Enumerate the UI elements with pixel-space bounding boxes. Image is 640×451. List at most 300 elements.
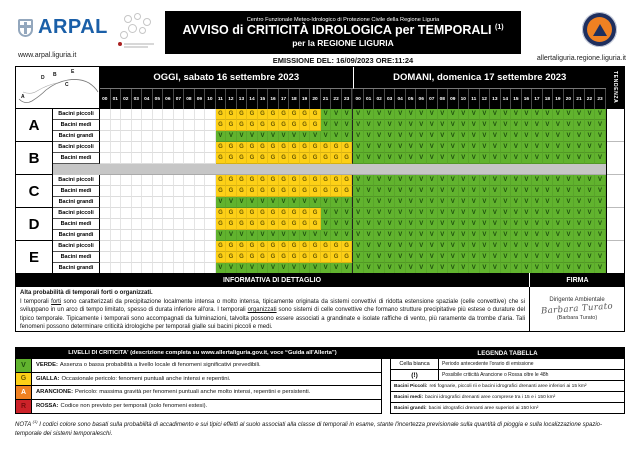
grid-cell-V: V bbox=[480, 230, 491, 241]
zone-rows bbox=[53, 142, 606, 175]
grid-cell-V: V bbox=[342, 197, 353, 208]
grid-cell-G: G bbox=[226, 120, 237, 131]
grid-cell-V: V bbox=[501, 120, 512, 131]
title-main bbox=[165, 24, 521, 37]
grid-cell-G: G bbox=[300, 109, 311, 120]
allerta-url-link[interactable]: allertaliguria.regione.liguria.it bbox=[536, 55, 626, 62]
grid-cell-G: G bbox=[289, 142, 300, 153]
grid-cell-V: V bbox=[279, 197, 290, 208]
basin-label: Bacini piccoli bbox=[53, 142, 100, 153]
grid-cell-G: G bbox=[237, 241, 248, 252]
grid-cell-V: V bbox=[501, 109, 512, 120]
grid-cell-G: G bbox=[226, 175, 237, 186]
level-color-box-R: R bbox=[16, 400, 32, 414]
grid-cell-V: V bbox=[427, 252, 438, 263]
grid-cell-V: V bbox=[237, 263, 248, 274]
grid-cell-V: V bbox=[490, 131, 501, 142]
level-row bbox=[16, 386, 381, 400]
hour-cell: 01 bbox=[364, 89, 375, 109]
hour-cell: 06 bbox=[416, 89, 427, 109]
grid-cell-V: V bbox=[438, 142, 449, 153]
grid-cell-V: V bbox=[406, 252, 417, 263]
grid-cell-white bbox=[132, 230, 143, 241]
grid-cell-white bbox=[111, 186, 122, 197]
tendenza-cell-E bbox=[607, 241, 624, 274]
grid-cell-V: V bbox=[374, 263, 385, 274]
basin-term: Bacini medi: bbox=[394, 394, 424, 400]
grid-cell-V: V bbox=[385, 153, 396, 164]
zone-letter-E: E bbox=[16, 241, 53, 274]
grid-cell-G: G bbox=[258, 120, 269, 131]
grid-cell-V: V bbox=[574, 263, 585, 274]
grid-cell-V: V bbox=[501, 230, 512, 241]
hour-cell: 17 bbox=[279, 89, 290, 109]
basin-row bbox=[53, 186, 606, 197]
grid-cell-V: V bbox=[268, 263, 279, 274]
levels-table bbox=[15, 359, 382, 414]
grid-cell-V: V bbox=[331, 263, 342, 274]
legend-table-row bbox=[391, 403, 624, 413]
informativa-text bbox=[15, 287, 530, 332]
grid-cell-white bbox=[111, 175, 122, 186]
grid-cell-V: V bbox=[364, 131, 375, 142]
grid-cell-V: V bbox=[427, 241, 438, 252]
grid-cell-white bbox=[153, 241, 164, 252]
grid-cell-V: V bbox=[459, 219, 470, 230]
grid-cell-white bbox=[121, 252, 132, 263]
basin-cells bbox=[100, 197, 606, 208]
grid-cell-G: G bbox=[342, 153, 353, 164]
hour-cell: 11 bbox=[469, 89, 480, 109]
basin-cells bbox=[100, 120, 606, 131]
grid-cell-V: V bbox=[511, 241, 522, 252]
grid-cell-V: V bbox=[543, 120, 554, 131]
grid-cell-white bbox=[205, 197, 216, 208]
grid-cell-G: G bbox=[279, 120, 290, 131]
basin-cells bbox=[100, 252, 606, 263]
grid-cell-white bbox=[205, 175, 216, 186]
grid-cell-white bbox=[195, 230, 206, 241]
grid-cell-G: G bbox=[289, 175, 300, 186]
grid-cell-white bbox=[100, 219, 111, 230]
grid-cell-V: V bbox=[511, 153, 522, 164]
grid-cell-white bbox=[205, 208, 216, 219]
grid-cell-V: V bbox=[595, 186, 606, 197]
grid-cell-white bbox=[111, 241, 122, 252]
hour-cell: 00 bbox=[352, 89, 364, 109]
hour-cell: 15 bbox=[258, 89, 269, 109]
grid-cell-V: V bbox=[395, 186, 406, 197]
grid-cell-V: V bbox=[448, 109, 459, 120]
firma-box bbox=[530, 287, 625, 332]
grid-cell-white bbox=[163, 186, 174, 197]
arpal-logo bbox=[18, 16, 108, 39]
hour-cell: 20 bbox=[564, 89, 575, 109]
level-description: VERDE: Assenza o bassa probabilità a livello locale di fenomeni significativi prevedibili. bbox=[36, 362, 261, 369]
grid-cell-V: V bbox=[321, 120, 332, 131]
grid-cell-V: V bbox=[247, 230, 258, 241]
grid-cell-white bbox=[174, 109, 185, 120]
grid-cell-V: V bbox=[595, 153, 606, 164]
grid-cell-V: V bbox=[595, 241, 606, 252]
grid-cell-V: V bbox=[321, 208, 332, 219]
grid-cell-V: V bbox=[532, 175, 543, 186]
grid-cell-V: V bbox=[564, 263, 575, 274]
grid-cell-white bbox=[184, 219, 195, 230]
grid-cell-V: V bbox=[469, 230, 480, 241]
grid-cell-white bbox=[142, 252, 153, 263]
grid-cell-V: V bbox=[511, 252, 522, 263]
hour-cell: 15 bbox=[511, 89, 522, 109]
grid-cell-white bbox=[153, 120, 164, 131]
grid-cell-white bbox=[174, 208, 185, 219]
basin-label: Bacini grandi bbox=[53, 197, 100, 208]
grid-cell-V: V bbox=[480, 175, 491, 186]
grid-cell-white bbox=[153, 109, 164, 120]
grid-cell-V: V bbox=[543, 131, 554, 142]
grid-cell-V: V bbox=[553, 197, 564, 208]
grid-cell-V: V bbox=[532, 186, 543, 197]
hour-cell: 02 bbox=[121, 89, 132, 109]
logo-dot bbox=[118, 42, 122, 46]
grid-cell-G: G bbox=[300, 219, 311, 230]
grid-cell-V: V bbox=[543, 142, 554, 153]
grid-cell-V: V bbox=[395, 208, 406, 219]
grid-cell-white bbox=[174, 219, 185, 230]
legend-table-row bbox=[391, 381, 624, 392]
grid-cell-V: V bbox=[395, 197, 406, 208]
grid-cell-white bbox=[121, 142, 132, 153]
grid-cell-V: V bbox=[374, 153, 385, 164]
grid-cell-V: V bbox=[438, 153, 449, 164]
grid-cell-V: V bbox=[416, 197, 427, 208]
grid-cell-white bbox=[121, 175, 132, 186]
grid-cell-V: V bbox=[427, 153, 438, 164]
grid-cell-G: G bbox=[289, 241, 300, 252]
grid-cell-G: G bbox=[289, 208, 300, 219]
grid-cell-G: G bbox=[226, 142, 237, 153]
map-zone-letter-D: D bbox=[41, 75, 45, 81]
title-sub: per la REGIONE LIGURIA bbox=[292, 38, 394, 49]
grid-cell-white bbox=[174, 252, 185, 263]
grid-cell-V: V bbox=[585, 219, 596, 230]
level-color-box-V: V bbox=[16, 359, 32, 372]
grid-cell-V: V bbox=[416, 263, 427, 274]
grid-cell-V: V bbox=[511, 197, 522, 208]
signature: Barbara Turato bbox=[540, 301, 614, 317]
grid-cell-V: V bbox=[459, 175, 470, 186]
grid-cell-white bbox=[111, 230, 122, 241]
grid-cell-G: G bbox=[247, 153, 258, 164]
grid-cell-G: G bbox=[279, 153, 290, 164]
grid-cell-V: V bbox=[247, 131, 258, 142]
grid-cell-V: V bbox=[395, 263, 406, 274]
hour-cell: 02 bbox=[374, 89, 385, 109]
grid-cell-V: V bbox=[385, 208, 396, 219]
grid-cell-V: V bbox=[448, 153, 459, 164]
zone-group-D bbox=[16, 208, 606, 241]
hour-cell: 08 bbox=[438, 89, 449, 109]
grid-cell-white bbox=[132, 241, 143, 252]
grid-cell-white bbox=[132, 186, 143, 197]
grid-cell-V: V bbox=[406, 197, 417, 208]
grid-cell-V: V bbox=[237, 197, 248, 208]
grid-cell-V: V bbox=[406, 186, 417, 197]
basin-row bbox=[53, 230, 606, 241]
grid-cell-G: G bbox=[342, 241, 353, 252]
tendenza-cell-B bbox=[607, 142, 624, 175]
firma-role: Dirigente Ambientale bbox=[549, 297, 605, 303]
grid-cell-V: V bbox=[331, 109, 342, 120]
basin-row bbox=[53, 197, 606, 208]
grid-cell-V: V bbox=[448, 197, 459, 208]
paragraph-text: sono caratterizzati da precipitazione localmente intensa o molto intensa, tipicamente originata da sistemi convettivi di ridotta estensione spaziale (celle convettive) che si sviluppano in un arco di tempo limitato, spesso di durata inferiore all'ora. I temporali bbox=[20, 298, 525, 314]
grid-cell-V: V bbox=[480, 131, 491, 142]
grid-cell-V: V bbox=[469, 252, 480, 263]
arpal-url-link[interactable]: www.arpal.liguria.it bbox=[18, 52, 77, 59]
grid-cell-G: G bbox=[268, 241, 279, 252]
zone-group-A bbox=[16, 109, 606, 142]
level-color-box-G: G bbox=[16, 373, 32, 386]
grid-cell-G: G bbox=[289, 109, 300, 120]
basin-cells bbox=[100, 186, 606, 197]
grid-cell-white bbox=[100, 252, 111, 263]
grid-cell-white bbox=[111, 208, 122, 219]
basin-row bbox=[53, 252, 606, 263]
grid-cell-V: V bbox=[511, 263, 522, 274]
grid-cell-V: V bbox=[543, 263, 554, 274]
arpal-logo-text: ARPAL bbox=[38, 16, 108, 38]
basin-label: Bacini piccoli bbox=[53, 175, 100, 186]
grid-cell-white bbox=[205, 109, 216, 120]
grid-cell-V: V bbox=[385, 219, 396, 230]
grid-cell-V: V bbox=[564, 252, 575, 263]
grid-cell-V: V bbox=[427, 109, 438, 120]
basin-row bbox=[53, 131, 606, 142]
grid-cell-V: V bbox=[427, 197, 438, 208]
grid-cell-V: V bbox=[574, 219, 585, 230]
tendenza-label: TENDENZA bbox=[612, 71, 618, 104]
table-header bbox=[16, 67, 624, 109]
grid-cell-V: V bbox=[574, 230, 585, 241]
grid-cell-G: G bbox=[247, 219, 258, 230]
informativa-bar-title: INFORMATIVA DI DETTAGLIO bbox=[15, 273, 530, 287]
grid-cell-V: V bbox=[459, 241, 470, 252]
hour-cell: 07 bbox=[174, 89, 185, 109]
hour-cell: 22 bbox=[585, 89, 596, 109]
grid-cell-V: V bbox=[574, 131, 585, 142]
grid-cell-white bbox=[195, 197, 206, 208]
grid-cell-V: V bbox=[395, 109, 406, 120]
level-name: GIALLA: bbox=[36, 375, 60, 382]
grid-cell-V: V bbox=[511, 175, 522, 186]
grid-cell-V: V bbox=[216, 230, 227, 241]
grid-cell-V: V bbox=[374, 131, 385, 142]
grid-cell-white bbox=[195, 109, 206, 120]
grid-cell-V: V bbox=[490, 186, 501, 197]
grid-cell-V: V bbox=[395, 131, 406, 142]
level-row bbox=[16, 400, 381, 414]
grid-cell-G: G bbox=[310, 241, 321, 252]
grid-cell-G: G bbox=[279, 142, 290, 153]
grid-cell-V: V bbox=[522, 153, 533, 164]
grid-cell-V: V bbox=[416, 186, 427, 197]
hour-cell: 09 bbox=[195, 89, 206, 109]
grid-cell-V: V bbox=[416, 131, 427, 142]
grid-cell-V: V bbox=[226, 263, 237, 274]
grid-cell-V: V bbox=[522, 131, 533, 142]
grid-cell-V: V bbox=[427, 208, 438, 219]
criticality-table bbox=[15, 66, 625, 275]
grid-cell-G: G bbox=[321, 175, 332, 186]
grid-cell-V: V bbox=[585, 109, 596, 120]
grid-cell-V: V bbox=[226, 230, 237, 241]
hour-cell: 07 bbox=[427, 89, 438, 109]
grid-cell-V: V bbox=[395, 241, 406, 252]
grid-cell-G: G bbox=[279, 208, 290, 219]
grid-cell-V: V bbox=[406, 131, 417, 142]
grid-cell-white bbox=[153, 252, 164, 263]
tendenza-column bbox=[606, 109, 624, 274]
grid-cell-V: V bbox=[438, 263, 449, 274]
grid-cell-G: G bbox=[226, 219, 237, 230]
firma-name: (Barbara Turato) bbox=[556, 315, 598, 321]
grid-cell-V: V bbox=[448, 142, 459, 153]
grid-cell-white bbox=[132, 109, 143, 120]
hour-cell: 16 bbox=[268, 89, 279, 109]
basin-cells bbox=[100, 153, 606, 164]
grid-cell-G: G bbox=[258, 142, 269, 153]
grid-cell-V: V bbox=[352, 186, 364, 197]
zone-rows bbox=[53, 109, 606, 142]
grid-cell-G: G bbox=[279, 109, 290, 120]
grid-cell-G: G bbox=[237, 186, 248, 197]
grid-cell-V: V bbox=[595, 175, 606, 186]
grid-cell-G: G bbox=[331, 186, 342, 197]
grid-cell-V: V bbox=[258, 197, 269, 208]
grid-cell-V: V bbox=[469, 263, 480, 274]
grid-cell-V: V bbox=[459, 208, 470, 219]
grid-cell-V: V bbox=[511, 120, 522, 131]
grid-cell-V: V bbox=[416, 252, 427, 263]
grid-cell-V: V bbox=[342, 219, 353, 230]
grid-cell-V: V bbox=[342, 263, 353, 274]
grid-cell-V: V bbox=[532, 241, 543, 252]
grid-cell-V: V bbox=[438, 175, 449, 186]
grid-cell-V: V bbox=[543, 230, 554, 241]
grid-cell-G: G bbox=[216, 186, 227, 197]
basin-row bbox=[53, 120, 606, 131]
protezione-civile-badge-icon bbox=[582, 12, 617, 47]
grid-cell-G: G bbox=[300, 175, 311, 186]
grid-cell-V: V bbox=[490, 263, 501, 274]
grid-cell-white bbox=[184, 186, 195, 197]
grid-cell-V: V bbox=[321, 263, 332, 274]
grid-cell-V: V bbox=[279, 230, 290, 241]
grid-cell-G: G bbox=[268, 153, 279, 164]
grid-cell-V: V bbox=[553, 131, 564, 142]
grid-cell-V: V bbox=[385, 263, 396, 274]
paragraph-text: I temporali bbox=[20, 298, 52, 305]
grid-cell-white bbox=[184, 208, 195, 219]
emission-date: EMISSIONE DEL: 16/09/2023 ORE:11:24 bbox=[272, 56, 414, 65]
grid-cell-V: V bbox=[416, 208, 427, 219]
basin-row bbox=[53, 142, 606, 153]
grid-cell-V: V bbox=[553, 230, 564, 241]
grid-cell-V: V bbox=[553, 263, 564, 274]
grid-cell-V: V bbox=[469, 120, 480, 131]
grid-cell-white bbox=[132, 219, 143, 230]
hour-cell: 06 bbox=[163, 89, 174, 109]
grid-cell-V: V bbox=[448, 120, 459, 131]
grid-cell-G: G bbox=[258, 153, 269, 164]
grid-cell-G: G bbox=[258, 219, 269, 230]
grid-cell-V: V bbox=[268, 131, 279, 142]
grid-cell-V: V bbox=[543, 197, 554, 208]
grid-cell-V: V bbox=[352, 263, 364, 274]
grid-cell-V: V bbox=[564, 241, 575, 252]
underlined-term: forti bbox=[51, 298, 62, 305]
grid-cell-white bbox=[142, 120, 153, 131]
basin-label: Bacini medi bbox=[53, 120, 100, 131]
hour-cell: 08 bbox=[184, 89, 195, 109]
grid-cell-white bbox=[163, 241, 174, 252]
grid-cell-G: G bbox=[226, 153, 237, 164]
grid-cell-white bbox=[142, 230, 153, 241]
nota-label: NOTA bbox=[15, 422, 33, 428]
legend-basin-definition: Bacini grandi: bacini idrografici drenanti aree superiori ai 150 km² bbox=[394, 405, 539, 411]
grid-cell-V: V bbox=[553, 109, 564, 120]
grid-cell-V: V bbox=[352, 142, 364, 153]
level-name: ROSSA: bbox=[36, 403, 59, 410]
grid-cell-V: V bbox=[553, 153, 564, 164]
grid-cell-V: V bbox=[342, 120, 353, 131]
grid-cell-V: V bbox=[490, 241, 501, 252]
grid-cell-V: V bbox=[564, 153, 575, 164]
grid-cell-V: V bbox=[438, 219, 449, 230]
grid-cell-V: V bbox=[595, 142, 606, 153]
grid-cell-V: V bbox=[310, 230, 321, 241]
grid-cell-V: V bbox=[364, 263, 375, 274]
grid-cell-V: V bbox=[469, 241, 480, 252]
hour-cell: 03 bbox=[132, 89, 143, 109]
grid-cell-G: G bbox=[310, 219, 321, 230]
grid-cell-V: V bbox=[480, 219, 491, 230]
grid-cell-V: V bbox=[364, 208, 375, 219]
grid-cell-V: V bbox=[406, 120, 417, 131]
grid-cell-V: V bbox=[364, 175, 375, 186]
hour-cell: 04 bbox=[142, 89, 153, 109]
grid-cell-V: V bbox=[374, 142, 385, 153]
grid-cell-G: G bbox=[331, 175, 342, 186]
grid-cell-V: V bbox=[352, 241, 364, 252]
hour-cell: 12 bbox=[480, 89, 491, 109]
grid-cell-V: V bbox=[247, 197, 258, 208]
basin-row bbox=[53, 175, 606, 186]
grid-cell-V: V bbox=[385, 186, 396, 197]
grid-cell-V: V bbox=[310, 197, 321, 208]
hour-cell: 19 bbox=[300, 89, 311, 109]
grid-cell-G: G bbox=[247, 175, 258, 186]
basin-label: Bacini medi bbox=[53, 219, 100, 230]
grid-cell-white bbox=[163, 208, 174, 219]
grid-cell-V: V bbox=[459, 120, 470, 131]
grid-cell-V: V bbox=[321, 109, 332, 120]
grid-cell-G: G bbox=[310, 153, 321, 164]
grid-cell-white bbox=[195, 241, 206, 252]
grid-cell-V: V bbox=[406, 208, 417, 219]
grid-cell-V: V bbox=[247, 263, 258, 274]
